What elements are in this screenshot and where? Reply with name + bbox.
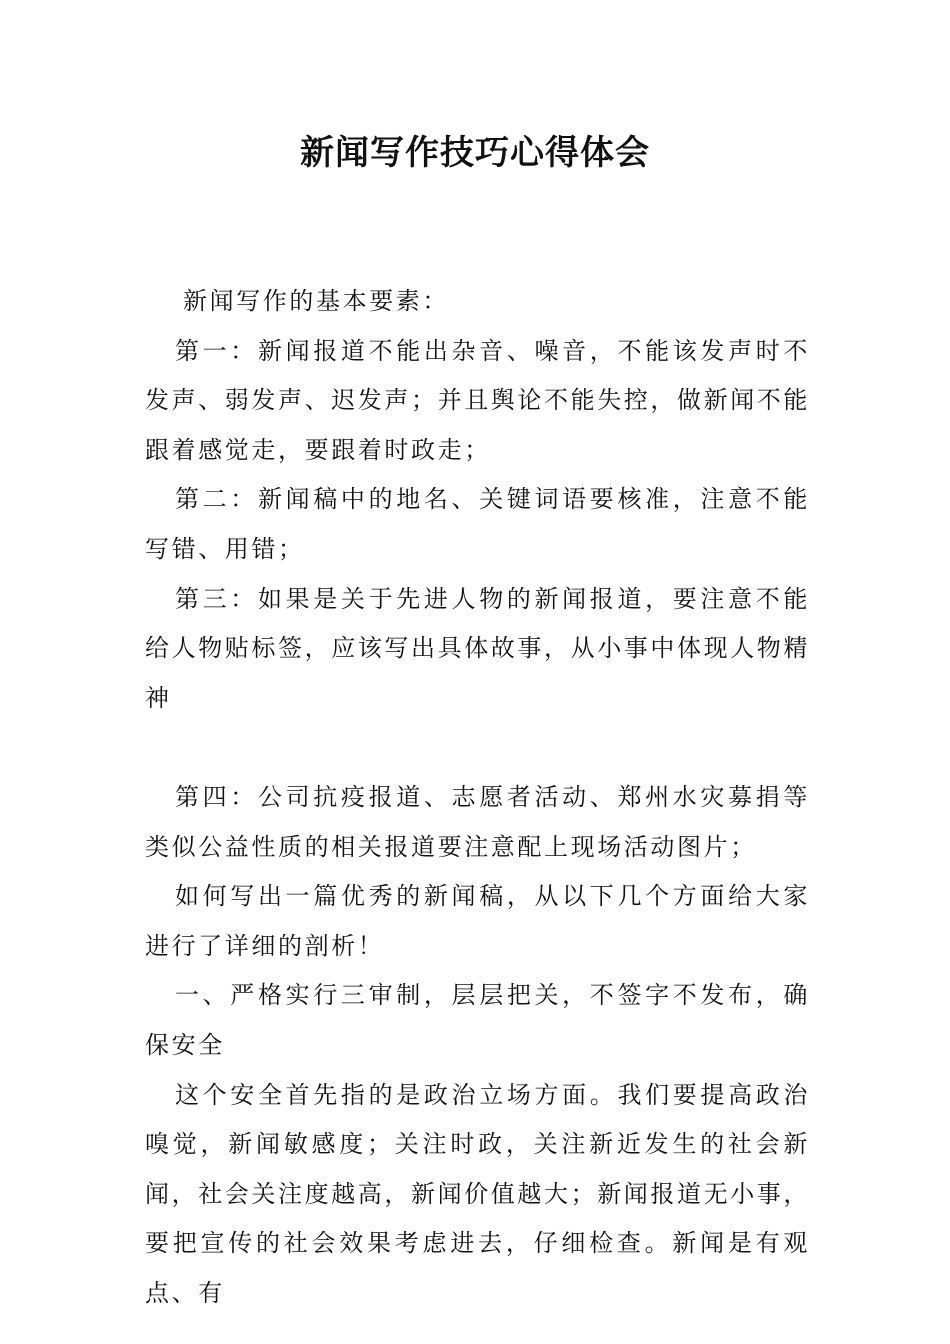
paragraph-point-4: 第四：公司抗疫报道、志愿者活动、郑州水灾募捐等类似公益性质的相关报道要注意配上现场活动图片； (145, 782, 810, 861)
paragraph-point-1: 第一：新闻报道不能出杂音、噪音，不能该发声时不发声、弱发声、迟发声；并且舆论不能失控，做新闻不能跟着感觉走，要跟着时政走； (145, 336, 810, 464)
paragraph-point-2: 第二：新闻稿中的地名、关键词语要核准，注意不能写错、用错； (145, 485, 810, 563)
paragraph-point-3: 第三：如果是关于先进人物的新闻报道，要注意不能给人物贴标签，应该写出具体故事，从小事中体现人物精神 (145, 584, 810, 712)
document-body (145, 277, 810, 1318)
paragraph-section-1-heading: 一、严格实行三审制，层层把关，不签字不发布，确保安全 (145, 981, 810, 1059)
document-title: 新闻写作技巧心得体会 (300, 133, 650, 173)
paragraph-section-1-body: 这个安全首先指的是政治立场方面。我们要提高政治嗅觉，新闻敏感度；关注时政，关注新近发生的社会新闻，社会关注度越高，新闻价值越大；新闻报道无小事，要把宣传的社会效果考虑进去，仔细检查。新闻是有观点、有 (145, 1080, 810, 1307)
paragraph-how-to: 如何写出一篇优秀的新闻稿，从以下几个方面给大家进行了详细的剖析！ (145, 882, 810, 960)
paragraph-intro: 新闻写作的基本要素： (183, 287, 449, 315)
